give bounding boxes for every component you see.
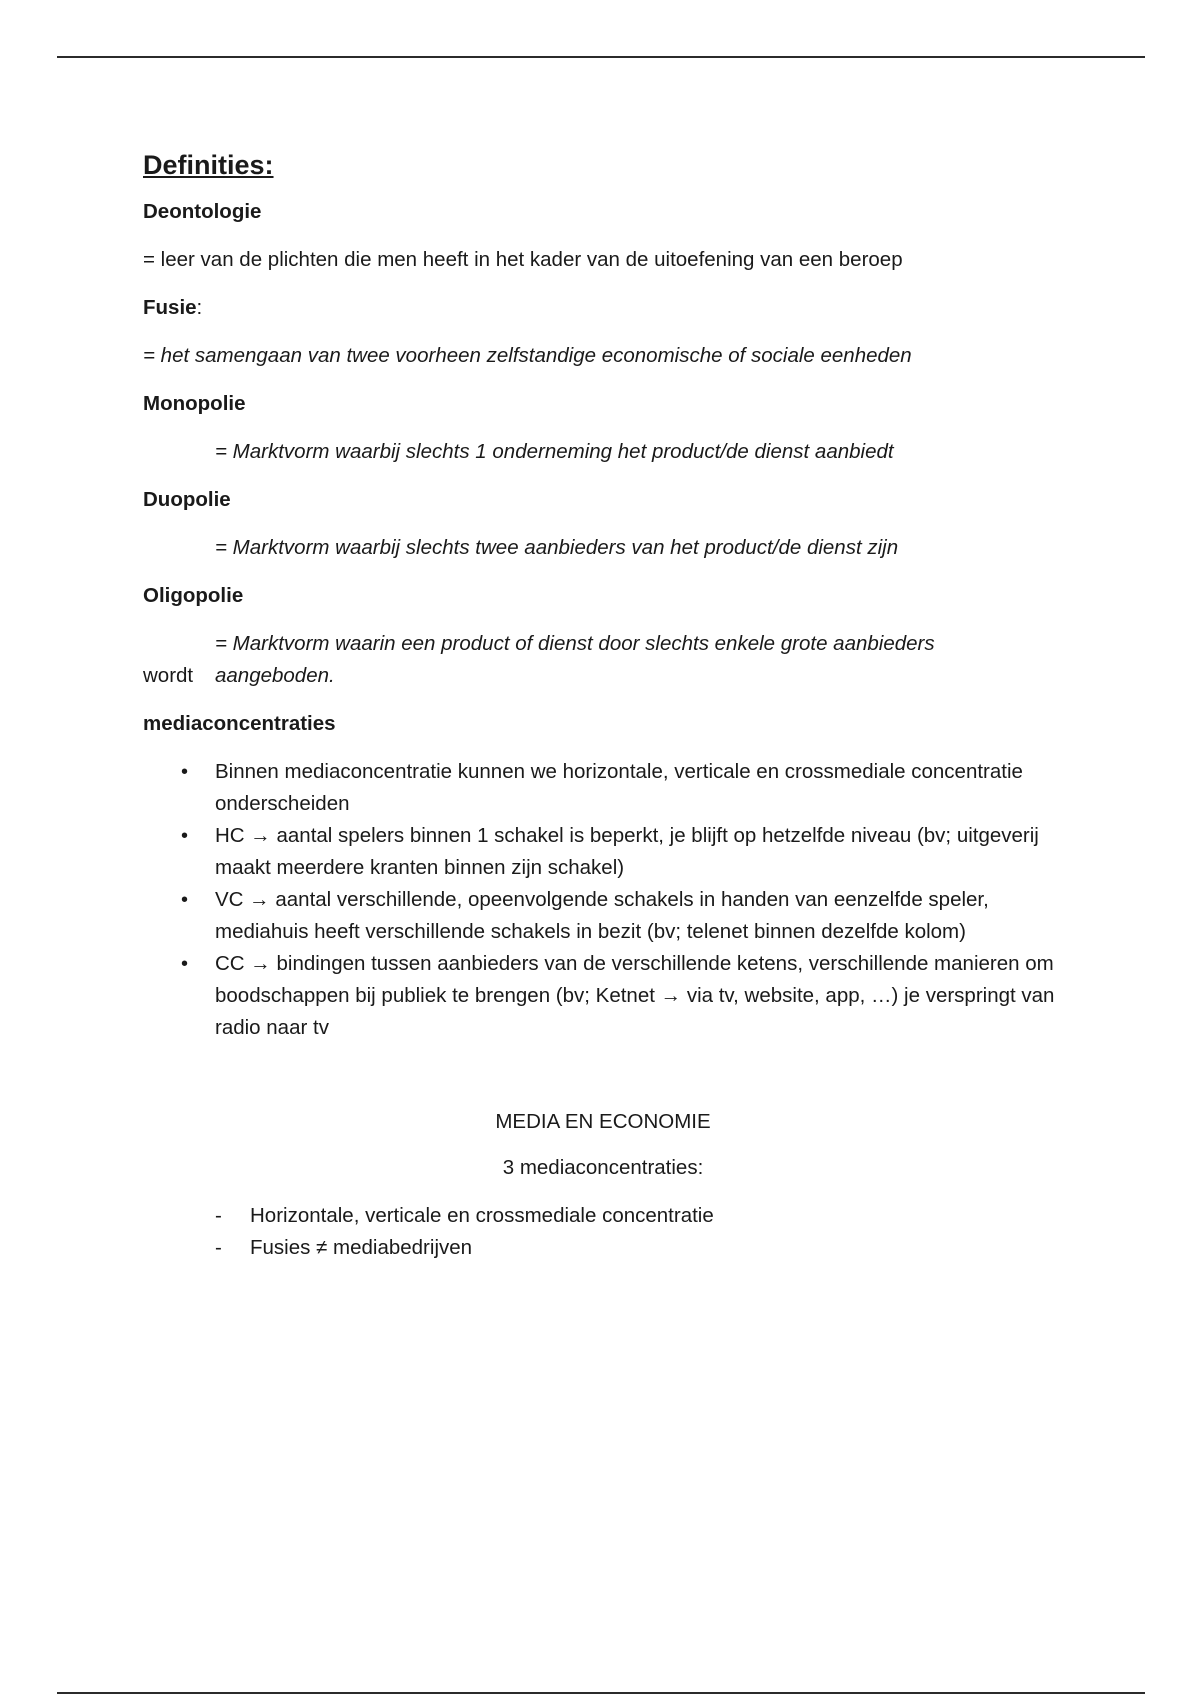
term-duopolie: Duopolie bbox=[143, 488, 231, 511]
section-subtitle: 3 mediaconcentraties: bbox=[502, 1156, 704, 1179]
definition-duopolie: = Marktvorm waarbij slechts twee aanbieders van het product/de dienst zijn bbox=[215, 536, 899, 559]
term-mediaconcentraties: mediaconcentraties bbox=[143, 712, 336, 735]
list-item: - Horizontale, verticale en crossmediale concentratie bbox=[143, 1200, 1063, 1232]
definition-fusie: = het samengaan van twee voorheen zelfstandige economische of sociale eenheden bbox=[143, 344, 912, 367]
list-item: • VC → aantal verschillende, opeenvolgende schakels in handen van eenzelfde speler, mediahuis heeft verschillende schakels in bezit (bv; telenet binnen dezelfde kolom) bbox=[143, 884, 1063, 948]
list-item: - Fusies ≠ mediabedrijven bbox=[143, 1232, 1063, 1264]
term-fusie: Fusie: bbox=[143, 296, 203, 319]
bullet-icon: • bbox=[181, 825, 189, 847]
definition-deontologie: = leer van de plichten die men heeft in het kader van de uitoefening van een beroep bbox=[143, 248, 903, 271]
bullet-icon: • bbox=[181, 889, 189, 911]
list-item: • CC → bindingen tussen aanbieders van de verschillende ketens, verschillende manieren om boodschappen bij publiek te brengen (bv; Ketnet → via tv, website, app, …) je verspringt van radio naar tv bbox=[143, 948, 1063, 1044]
term-oligopolie: Oligopolie bbox=[143, 584, 244, 607]
document-body bbox=[143, 148, 1063, 1264]
section-list bbox=[143, 1200, 1063, 1264]
definition-monopolie: = Marktvorm waarbij slechts 1 onderneming het product/de dienst aanbiedt bbox=[215, 440, 894, 463]
list-item: • Binnen mediaconcentratie kunnen we horizontale, verticale en crossmediale concentratie onderscheiden bbox=[143, 756, 1063, 820]
bullet-icon: • bbox=[181, 953, 189, 975]
page-title: Definities: bbox=[143, 150, 274, 180]
section-title: MEDIA EN ECONOMIE bbox=[495, 1110, 711, 1133]
header-rule bbox=[57, 56, 1145, 58]
dash-icon: - bbox=[215, 1236, 222, 1259]
footer-rule bbox=[57, 1692, 1145, 1694]
list-item: • HC → aantal spelers binnen 1 schakel is beperkt, je blijft op hetzelfde niveau (bv; uitgeverij maakt meerdere kranten binnen zijn schakel) bbox=[143, 820, 1063, 884]
dash-icon: - bbox=[215, 1204, 222, 1227]
definition-oligopolie: = Marktvorm waarin een product of dienst door slechts enkele grote aanbieders wordt aangeboden. bbox=[143, 632, 935, 687]
section-media-en-economie bbox=[143, 1106, 1063, 1184]
term-deontologie: Deontologie bbox=[143, 200, 262, 223]
term-monopolie: Monopolie bbox=[143, 392, 246, 415]
mediaconcentraties-list bbox=[143, 756, 1063, 1044]
bullet-icon: • bbox=[181, 761, 189, 783]
